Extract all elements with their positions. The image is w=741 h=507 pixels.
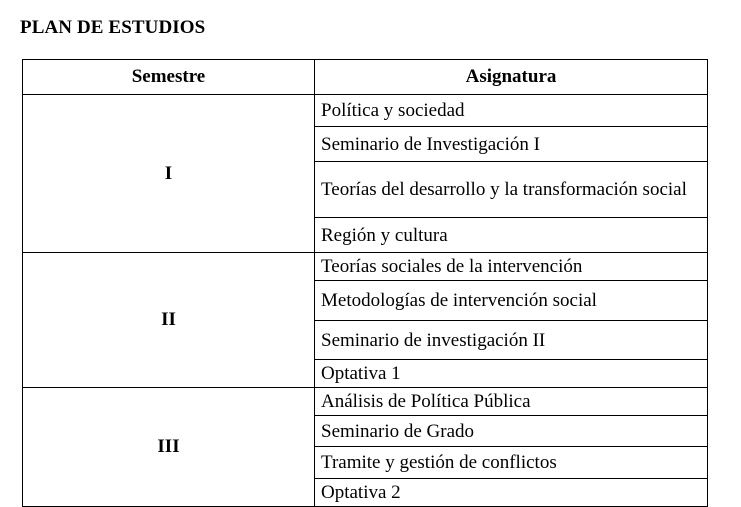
table-row: [23, 253, 708, 281]
table-row: [23, 388, 708, 416]
subject-cell: Teorías del desarrollo y la transformación social: [315, 162, 708, 218]
subject-cell: Optativa 2: [315, 479, 708, 507]
plan-table: [22, 59, 708, 507]
table-row: [23, 95, 708, 127]
subject-cell: Región y cultura: [315, 218, 708, 253]
subject-cell: Seminario de Grado: [315, 416, 708, 447]
document-title: PLAN DE ESTUDIOS: [20, 17, 206, 38]
subject-cell: Optativa 1: [315, 360, 708, 388]
subject-column-header: Asignatura: [315, 60, 708, 95]
semester-cell: II: [23, 253, 315, 388]
semester-cell: I: [23, 95, 315, 253]
semester-cell: III: [23, 388, 315, 507]
table-header-row: [23, 60, 708, 95]
subject-cell: Política y sociedad: [315, 95, 708, 127]
subject-cell: Metodologías de intervención social: [315, 281, 708, 321]
subject-cell: Teorías sociales de la intervención: [315, 253, 708, 281]
semester-column-header: Semestre: [23, 60, 315, 95]
subject-cell: Análisis de Política Pública: [315, 388, 708, 416]
subject-cell: Tramite y gestión de conflictos: [315, 447, 708, 479]
subject-cell: Seminario de Investigación I: [315, 127, 708, 162]
subject-cell: Seminario de investigación II: [315, 321, 708, 360]
